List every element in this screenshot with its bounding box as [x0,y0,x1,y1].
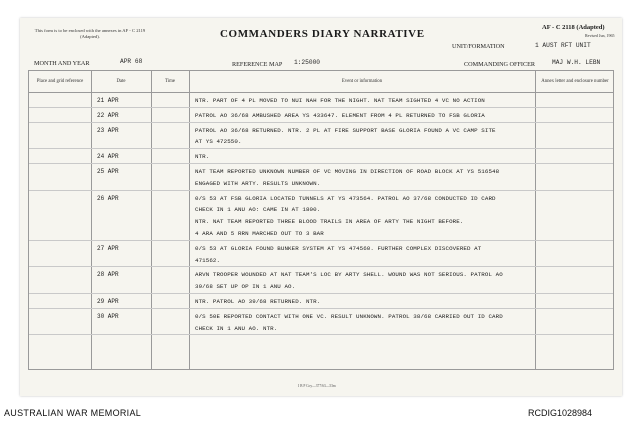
refmap-label: REFERENCE MAP [232,61,283,68]
entry-date: 22 APR [97,111,119,119]
diary-sheet [20,18,622,396]
entry-date: 27 APR [97,244,119,252]
col-annex: Annex letter and enclosure number [541,79,609,85]
revised-date: Revised Jun, 1965 [585,33,615,38]
page-title: COMMANDERS DIARY NARRATIVE [220,28,425,40]
entry-text: ENGAGED WITH ARTY. RESULTS UNKNOWN. [195,179,321,187]
month-label: MONTH AND YEAR [34,60,90,67]
co-label: COMMANDING OFFICER [464,61,535,68]
divider [189,71,190,369]
entry-text: CHECK IN 1 ANU AO. NTR. [195,324,278,332]
entry-text: 4 ARA AND 5 RRN MARCHED OUT TO 3 BAR [195,230,324,237]
entry-text: NTR. PATROL AO 39/68 RETURNED. NTR. [195,298,321,305]
refmap-value: 1:25000 [294,59,320,66]
entry-text: NTR. [195,153,210,161]
entry-text: PATROL AO 36/68 RETURNED. NTR. 2 PL AT FIRE SUPPORT BASE GLORIA FOUND A VC CAMP SITE [195,126,496,134]
entry-date: 25 APR [97,168,119,175]
row-rule [29,293,613,294]
entry-date: 26 APR [97,194,119,202]
col-place: Place and grid reference [36,79,84,85]
co-value: MAJ W.H. LEBN [552,59,601,66]
entry-date: 28 APR [97,271,119,279]
entry-text: 0/S 50E REPORTED CONTACT WITH ONE VC. RESULT UNKNOWN. PATROL 38/68 CARRIED OUT ID CARD [195,312,503,320]
entry-text: NTR. PART OF 4 PL MOVED TO NUI NAH FOR THE NIGHT. NAT TEAM SIGHTED 4 VC NO ACTION [195,97,485,104]
row-rule [29,334,613,335]
unit-label: UNIT/FORMATION [452,43,505,50]
unit-value: 1 AUST RFT UNIT [535,42,591,49]
row-rule [29,240,613,241]
entry-text: NAT TEAM REPORTED UNKNOWN NUMBER OF VC MOVING IN DIRECTION OF ROAD BLOCK AT YS 516548 [195,168,500,175]
month-value: APR 68 [120,58,143,65]
diary-table [28,70,614,370]
entry-text: ARVN TROOPER WOUNDED AT NAT TEAM'S LOC BY ARTY SHELL. WOUND WAS NOT SERIOUS. PATROL AO [195,271,503,279]
enclosure-note: This form is to be enclosed with the annexes in AF - C 2119 (Adapted). [34,28,146,39]
divider [535,71,536,369]
row-rule [29,266,613,267]
row-rule [29,308,613,309]
entry-text: PATROL AO 36/68 AMBUSHED AREA YS 433647. ELEMENT FROM 4 PL RETURNED TO FSB GLORIA [195,111,485,119]
entry-text: 0/S 53 AT GLORIA FOUND BUNKER SYSTEM AT YS 474560. FURTHER COMPLEX DISCOVERED AT [195,244,482,252]
row-rule [29,122,613,123]
printer-note: I B P Coy—377/63—53m [298,384,336,388]
row-rule [29,107,613,108]
entry-text: NTR. NAT TEAM REPORTED THREE BLOOD TRAILS IN AREA OF ARTY THE NIGHT BEFORE. [195,218,464,226]
form-number: AF - C 2118 (Adapted) [542,24,605,31]
col-event: Event or information [341,79,383,85]
divider [151,71,152,369]
row-rule [29,163,613,164]
entry-text: 471562. [195,256,221,264]
entry-text: AT YS 472550. [195,138,242,146]
entry-date: 21 APR [97,97,119,104]
row-rule [29,148,613,149]
archive-name: AUSTRALIAN WAR MEMORIAL [4,408,142,418]
entry-date: 24 APR [97,153,119,161]
row-rule [29,190,613,191]
entry-text: CHECK IN 1 ANU AO: CAME IN AT 1800. [195,206,321,214]
col-date: Date [116,79,126,85]
entry-date: 29 APR [97,298,119,305]
col-time: Time [165,79,175,85]
entry-date: 23 APR [97,126,119,134]
archive-id: RCDIG1028984 [528,408,593,418]
table-header [29,71,613,93]
entry-date: 30 APR [97,312,119,320]
entry-text: 39/68 SET UP OP IN 1 ANU AO. [195,283,296,291]
entry-text: 0/S 53 AT FSB GLORIA LOCATED TUNNELS AT YS 473564. PATROL AO 37/68 CONDUCTED ID CARD [195,194,496,202]
